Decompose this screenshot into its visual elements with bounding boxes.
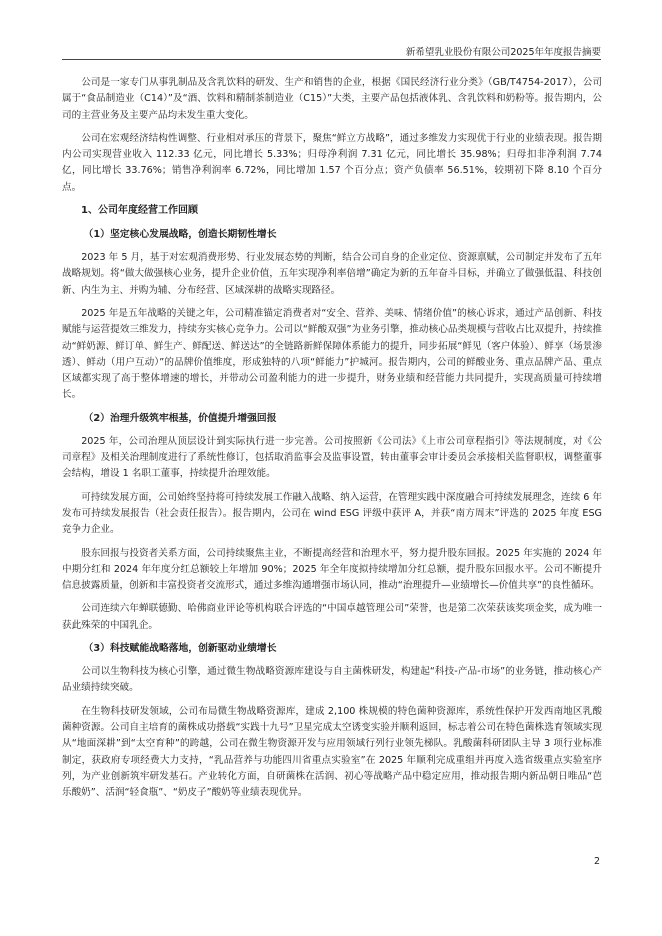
- intro-paragraph-2: 公司在宏观经济结构性调整、行业相对承压的背景下，聚焦“鲜立方战略”，通过多维发力实现优于行业的业绩表现。报告期内公司实现营业收入 112.33 亿元，同比增长 5.33%；归母净利润 7.31 亿元，同比增长 35.98%；归母扣非净利润 7.74 亿，同比增长 33.76%；销售净利润率 6.72%，同比增加 1.57 个百分点；资产负债率 56.51%，较期初下降 8.10 个百分点。: [62, 132, 602, 193]
- intro-paragraph-1: 公司是一家专门从事乳制品及含乳饮料的研发、生产和销售的企业，根据《国民经济行业分类》（GB/T4754-2017），公司属于“食品制造业（C14）”及“酒、饮料和精制茶制造业（C15）”大类，主要产品包括液体乳、含乳饮料和奶粉等。报告期内，公司的主营业务及主要产品均未发生重大变化。: [62, 77, 602, 121]
- report-header-title: 新希望乳业股份有限公司2025年年度报告摘要: [405, 47, 601, 58]
- subsection-heading-governance: （2）治理升级筑牢根基，价值提升增强回报: [83, 412, 277, 424]
- subsection-heading-technology: （3）科技赋能战略落地，创新驱动业绩增长: [83, 643, 277, 655]
- page-number: 2: [593, 856, 600, 867]
- governance-paragraph-4: 公司连续六年蝉联德勤、哈佛商业评论等机构联合评选的“中国卓越管理公司”荣誉，也是第二次荣获该奖项金奖，成为唯一获此殊荣的中国乳企。: [62, 603, 602, 631]
- strategy-paragraph-1: 2023 年 5 月，基于对宏观消费形势、行业发展态势的判断，结合公司自身的企业定位、资源禀赋，公司制定并发布了五年战略规划。将“做大做强核心业务，提升企业价值，五年实现净利率倍增”确定为新的五年奋斗目标，并确立了做强低温、科技创新、内生为主、并购为辅、分布经营、区域深耕的战略实现路径。: [62, 252, 602, 296]
- technology-paragraph-2: 在生物科技研发领域，公司布局微生物战略资源库，建成 2,100 株规模的特色菌种资源库，系统性保护开发西南地区乳酸菌种资源。公司自主培育的菌株成功搭载“实践十九号”卫星完成太空诱变实验并顺利返回，标志着公司在特色菌株选育领域实现从“地面深耕”到“太空育种”的跨越，公司在微生物资源开发与应用领域行列行业领先梯队。乳酸菌科研团队主导 3 项行业标准制定，获政府专项经费大力支持，“乳品营养与功能四川省重点实验室”在 2025 年顺利完成重组并再度入选省级重点实验室序列，为产业创新筑牢研发基石。产业转化方面，自研菌株在活润、初心等战略产品中稳定应用，推动报告期内新品朝日唯品“芭乐酸奶”、活润“轻食瓶”、“奶皮子”酸奶等业绩表现优异。: [62, 705, 603, 799]
- technology-paragraph-1: 公司以生物科技为核心引擎，通过微生物战略资源库建设与自主菌株研发，构建起“科技-产品-市场”的业务链，推动核心产品业绩持续突破。: [62, 666, 602, 694]
- report-body: [62, 75, 602, 808]
- strategy-paragraph-2: 2025 年是五年战略的关键之年，公司精准锚定消费者对“安全、营养、美味、情绪价值”的核心诉求，通过产品创新、科技赋能与运营提效三维发力，持续夯实核心竞争力。公司以“鲜酸双强”为业务引擎，推动核心品类规模与营收占比双提升，持续推动“鲜奶源、鲜订单、鲜生产、鲜配送、鲜送达”的全链路新鲜保障体系能力的提升，同步拓展“鲜见（客户体验）、鲜享（场景渗透）、鲜动（用户互动）”的品牌价值维度，形成独特的八项“鲜能力”护城河。报告期内，公司的鲜酸业务、重点品牌产品、重点区域都实现了高于整体增速的增长，并带动公司盈利能力的进一步提升，财务业绩和经营能力共同提升，实现高质量可持续增长。: [62, 307, 602, 401]
- governance-paragraph-2: 可持续发展方面，公司始终坚持将可持续发展工作融入战略、纳入运营，在管理实践中深度融合可持续发展理念，连续 6 年发布可持续发展报告（社会责任报告）。报告期内，公司在 wind ESG 评级中获评 A，并获“南方周末”评选的 2025 年度 ESG 竞争力企业。: [62, 491, 602, 536]
- governance-paragraph-1: 2025 年，公司治理从顶层设计到实际执行进一步完善。公司按照新《公司法》《上市公司章程指引》等法规制度，对《公司章程》及相关治理制度进行了系统性修订，包括取消监事会及监事设置，转由董事会审计委员会承接相关监督职权，调整董事会结构，增设 1 名职工董事，持续提升治理效能。: [62, 435, 602, 480]
- section-heading-annual-review: 1、公司年度经营工作回顾: [81, 205, 198, 217]
- governance-paragraph-3: 股东回报与投资者关系方面，公司持续聚焦主业，不断提高经营和治理水平，努力提升股东回报。2025 年实施的 2024 年中期分红和 2024 年年度分红总额较上年增加 90%；2025 年全年度拟持续增加分红总额，提升股东回报水平。公司不断提升信息披露质量，创新和丰富投资者交流形式，通过多维沟通增强市场认同，推动“治理提升—业绩增长—价值共享”的良性循环。: [62, 547, 602, 592]
- subsection-heading-strategy: （1）坚定核心发展战略，创造长期韧性增长: [83, 229, 277, 241]
- header-divider: [62, 59, 601, 60]
